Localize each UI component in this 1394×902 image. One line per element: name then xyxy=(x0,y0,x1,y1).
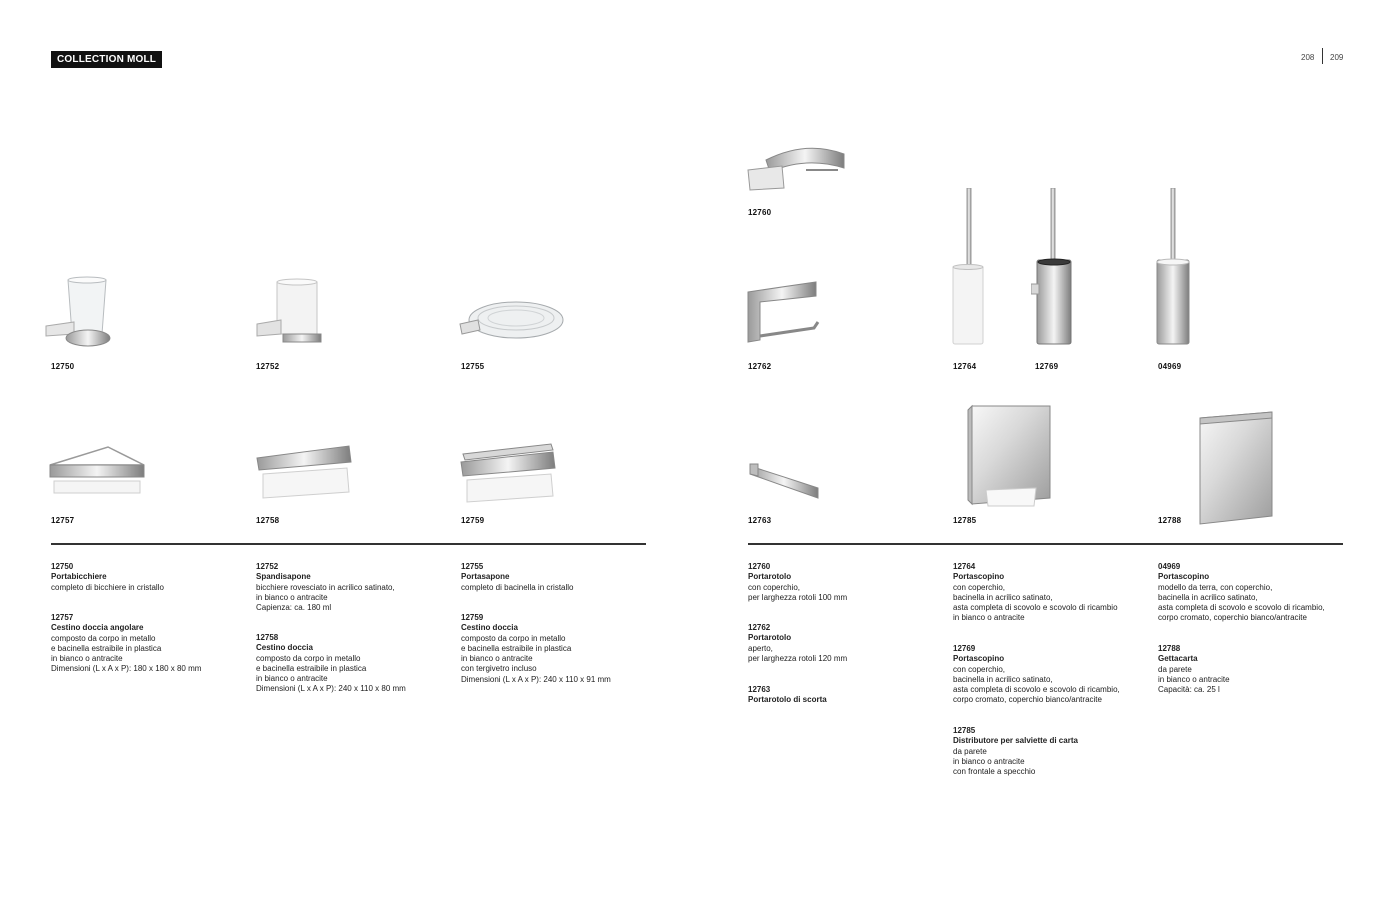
description-code: 12755 xyxy=(461,562,484,571)
toilet-roll-holder-open-icon xyxy=(746,280,822,344)
description-line: con coperchio, xyxy=(953,582,1006,592)
description-line: corpo cromato, coperchio bianco/antracite xyxy=(953,695,1102,705)
description-code: 12762 xyxy=(748,623,771,632)
description-line: in bianco o antracite xyxy=(461,654,533,664)
description-name: Portarotolo di scorta xyxy=(748,695,827,705)
description-line: bicchiere rovesciato in acrilico satinato, xyxy=(256,582,395,592)
shower-basket-with-wiper-icon xyxy=(459,440,559,506)
description-name: Cestino doccia xyxy=(461,623,518,633)
description-line: per larghezza rotoli 100 mm xyxy=(748,592,848,602)
description-line: modello da terra, con coperchio, xyxy=(1158,582,1273,592)
product-code-04969: 04969 xyxy=(1158,362,1182,371)
description-line: completo di bicchiere in cristallo xyxy=(51,582,164,592)
description-name: Distributore per salviette di carta xyxy=(953,736,1078,746)
product-code-12750: 12750 xyxy=(51,362,75,371)
page-number-right: 209 xyxy=(1330,53,1344,62)
description-line: completo di bacinella in cristallo xyxy=(461,582,574,592)
description-code: 12769 xyxy=(953,644,976,653)
description-name: Cestino doccia angolare xyxy=(51,623,144,633)
description-line: bacinella in acrilico satinato, xyxy=(953,592,1053,602)
description-name: Portascopino xyxy=(953,654,1005,664)
description-name: Portabicchiere xyxy=(51,572,107,582)
product-code-12788: 12788 xyxy=(1158,516,1182,525)
description-line: in bianco o antracite xyxy=(256,674,328,684)
paper-towel-dispenser-icon xyxy=(966,402,1054,508)
description-line: e bacinella estraibile in plastica xyxy=(256,663,367,673)
description-name: Portascopino xyxy=(1158,572,1210,582)
description-12760 xyxy=(748,562,943,603)
product-code-12758: 12758 xyxy=(256,516,280,525)
product-code-12759: 12759 xyxy=(461,516,485,525)
divider-left-page xyxy=(51,543,646,545)
product-code-12762: 12762 xyxy=(748,362,772,371)
spare-roll-holder-icon xyxy=(746,460,824,502)
description-line: con tergivetro incluso xyxy=(461,664,537,674)
description-line: composto da corpo in metallo xyxy=(256,653,361,663)
description-12762 xyxy=(748,623,943,664)
description-12758 xyxy=(256,633,451,695)
product-code-12763: 12763 xyxy=(748,516,772,525)
description-line: bacinella in acrilico satinato, xyxy=(1158,592,1258,602)
floor-toilet-brush-icon xyxy=(1154,188,1192,346)
description-line: in bianco o antracite xyxy=(1158,674,1230,684)
description-line: in bianco o antracite xyxy=(953,756,1025,766)
soap-dish-icon xyxy=(458,296,566,344)
description-line: da parete xyxy=(1158,664,1192,674)
description-line: asta completa di scovolo e scovolo di ricambio xyxy=(953,603,1118,613)
description-line: Capacità: ca. 25 l xyxy=(1158,685,1220,695)
description-line: corpo cromato, coperchio bianco/antracite xyxy=(1158,613,1307,623)
description-code: 12758 xyxy=(256,633,279,642)
product-code-12755: 12755 xyxy=(461,362,485,371)
description-12750 xyxy=(51,562,246,593)
divider-right-page xyxy=(748,543,1343,545)
product-code-12760: 12760 xyxy=(748,208,772,217)
page-number-divider xyxy=(1322,48,1323,64)
description-line: e bacinella estraibile in plastica xyxy=(51,643,162,653)
description-line: con coperchio, xyxy=(953,664,1006,674)
description-name: Spandisapone xyxy=(256,572,311,582)
description-name: Cestino doccia xyxy=(256,643,313,653)
description-line: in bianco o antracite xyxy=(256,592,328,602)
description-line: composto da corpo in metallo xyxy=(51,633,156,643)
description-code: 12752 xyxy=(256,562,279,571)
description-12788 xyxy=(1158,644,1338,695)
description-code: 04969 xyxy=(1158,562,1181,571)
description-line: asta completa di scovolo e scovolo di ricambio, xyxy=(953,685,1120,695)
description-line: bacinella in acrilico satinato, xyxy=(953,674,1053,684)
description-code: 12757 xyxy=(51,613,74,622)
description-12759 xyxy=(461,613,656,685)
description-12763 xyxy=(748,685,943,706)
description-line: in bianco o antracite xyxy=(51,654,123,664)
toilet-brush-white-icon xyxy=(950,188,988,346)
description-line: con frontale a specchio xyxy=(953,767,1036,777)
description-line: per larghezza rotoli 120 mm xyxy=(748,653,848,663)
corner-shower-basket-icon xyxy=(48,443,150,498)
product-code-12752: 12752 xyxy=(256,362,280,371)
page-number-left: 208 xyxy=(1301,53,1315,62)
description-line: composto da corpo in metallo xyxy=(461,633,566,643)
description-12757 xyxy=(51,613,246,675)
description-12752 xyxy=(256,562,451,613)
description-line: con coperchio, xyxy=(748,582,801,592)
product-code-12769: 12769 xyxy=(1035,362,1059,371)
description-12764 xyxy=(953,562,1153,624)
description-12785 xyxy=(953,726,1153,777)
description-12769 xyxy=(953,644,1153,706)
description-code: 12760 xyxy=(748,562,771,571)
description-line: da parete xyxy=(953,746,987,756)
description-line: Dimensioni (L x A x P): 240 x 110 x 91 mm xyxy=(461,674,611,684)
description-line: Capienza: ca. 180 ml xyxy=(256,603,332,613)
description-name: Portasapone xyxy=(461,572,510,582)
soap-dispenser-icon xyxy=(255,278,327,348)
description-name: Portarotolo xyxy=(748,572,792,582)
description-code: 12759 xyxy=(461,613,484,622)
product-code-12764: 12764 xyxy=(953,362,977,371)
description-code: 12785 xyxy=(953,726,976,735)
description-line: Dimensioni (L x A x P): 180 x 180 x 80 mm xyxy=(51,664,202,674)
toilet-roll-holder-covered-icon xyxy=(746,144,846,192)
description-12755 xyxy=(461,562,656,593)
description-code: 12750 xyxy=(51,562,74,571)
description-name: Portascopino xyxy=(953,572,1005,582)
collection-title: COLLECTION MOLL xyxy=(51,51,162,68)
description-line: e bacinella estraibile in plastica xyxy=(461,643,572,653)
product-code-12785: 12785 xyxy=(953,516,977,525)
description-line: aperto, xyxy=(748,643,773,653)
description-line: in bianco o antracite xyxy=(953,613,1025,623)
description-code: 12764 xyxy=(953,562,976,571)
waste-bin-icon xyxy=(1198,410,1274,526)
description-name: Portarotolo xyxy=(748,633,792,643)
toilet-brush-chrome-icon xyxy=(1031,188,1073,346)
product-code-12757: 12757 xyxy=(51,516,75,525)
glass-tumbler-holder-icon xyxy=(44,276,114,354)
description-line: asta completa di scovolo e scovolo di ricambio, xyxy=(1158,603,1325,613)
description-code: 12788 xyxy=(1158,644,1181,653)
shower-basket-icon xyxy=(255,440,355,502)
description-code: 12763 xyxy=(748,685,771,694)
description-04969 xyxy=(1158,562,1358,624)
description-name: Gettacarta xyxy=(1158,654,1198,664)
description-line: Dimensioni (L x A x P): 240 x 110 x 80 mm xyxy=(256,684,406,694)
